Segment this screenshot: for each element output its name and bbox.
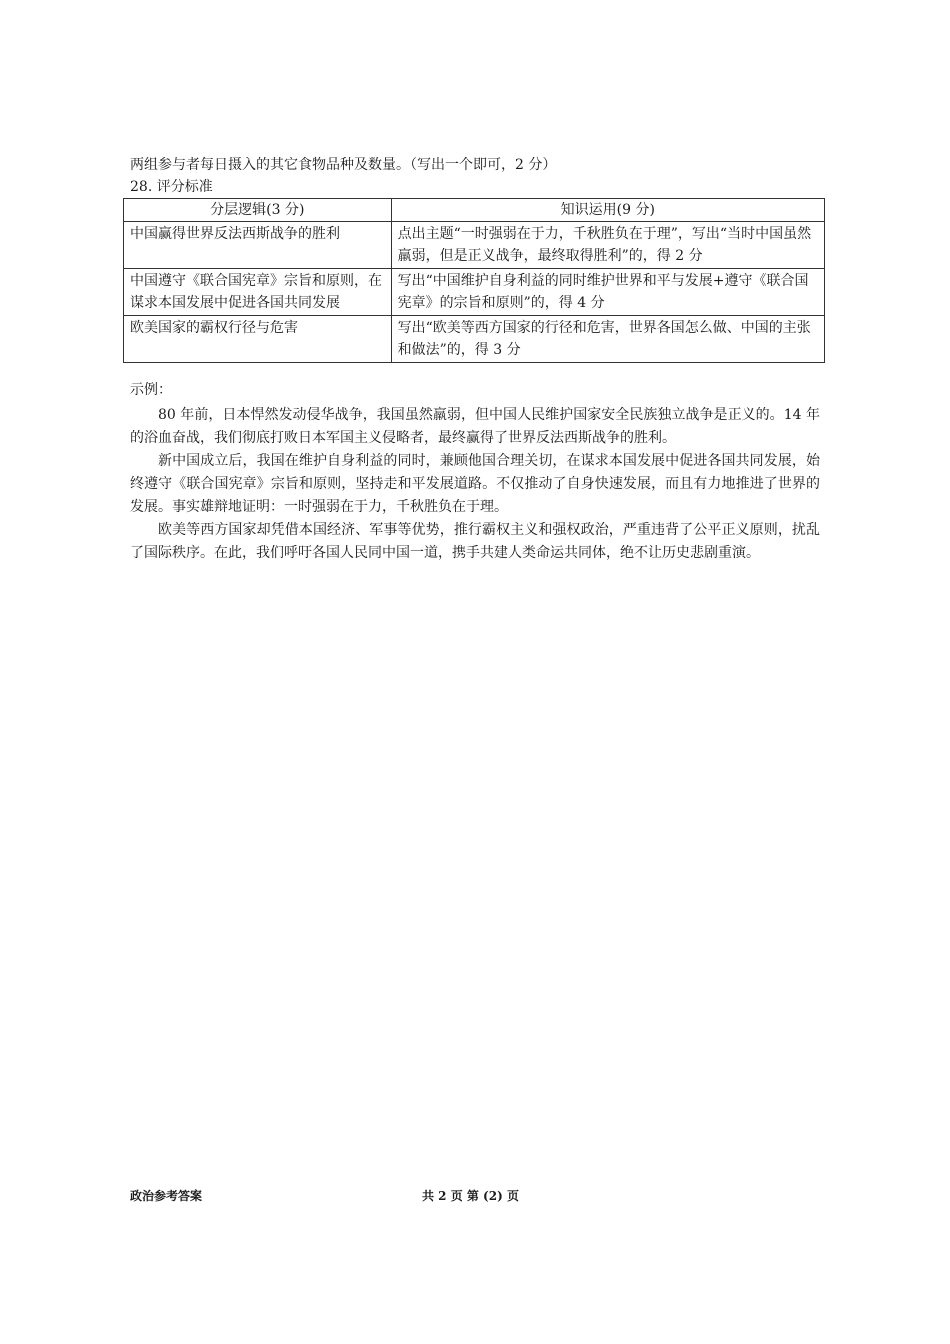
knowledge-cell: 点出主题“一时强弱在于力，千秋胜负在于理”，写出“当时中国虽然羸弱，但是正义战争，最终取得胜利”的，得 2 分 [391, 222, 824, 269]
rubric-header-row [124, 199, 825, 222]
rubric-table [123, 198, 825, 363]
footer-page-number: 共 2 页 第 (2) 页 [422, 1189, 519, 1203]
example-paragraph: 新中国成立后，我国在维护自身利益的同时，兼顾他国合理关切，在谋求本国发展中促进各国共同发展，始终遵守《联合国宪章》宗旨和原则，坚持走和平发展道路。不仅推动了自身快速发展，而且有力地推进了世界的发展。事实雄辩地证明：一时强弱在于力，千秋胜负在于理。 [130, 453, 820, 515]
level-cell: 中国遵守《联合国宪章》宗旨和原则，在谋求本国发展中促进各国共同发展 [124, 269, 392, 316]
table-row [124, 222, 825, 269]
example-label: 示例： [130, 382, 172, 398]
knowledge-cell: 写出“中国维护自身利益的同时维护世界和平与发展+遵守《联合国宪章》的宗旨和原则”的，得 4 分 [391, 269, 824, 316]
section-heading: 28. 评分标准 [130, 179, 213, 195]
level-cell: 中国赢得世界反法西斯战争的胜利 [124, 222, 392, 269]
header-level: 分层逻辑(3 分) [124, 199, 392, 222]
footer-subject: 政治参考答案 [130, 1189, 203, 1203]
example-paragraph: 欧美等西方国家却凭借本国经济、军事等优势，推行霸权主义和强权政治，严重违背了公平正义原则，扰乱了国际秩序。在此，我们呼吁各国人民同中国一道，携手共建人类命运共同体，绝不让历史悲剧重演。 [130, 522, 820, 561]
header-knowledge: 知识运用(9 分) [391, 199, 824, 222]
intro-line: 两组参与者每日摄入的其它食物品种及数量。（写出一个即可，2 分） [130, 157, 557, 173]
table-row [124, 269, 825, 316]
table-row [124, 316, 825, 363]
example-paragraph: 80 年前，日本悍然发动侵华战争，我国虽然羸弱，但中国人民维护国家安全民族独立战争是正义的。14 年的浴血奋战，我们彻底打败日本军国主义侵略者，最终赢得了世界反法西斯战争的胜利。 [130, 407, 820, 446]
level-cell: 欧美国家的霸权行径与危害 [124, 316, 392, 363]
knowledge-cell: 写出“欧美等西方国家的行径和危害，世界各国怎么做、中国的主张和做法”的，得 3 分 [391, 316, 824, 363]
